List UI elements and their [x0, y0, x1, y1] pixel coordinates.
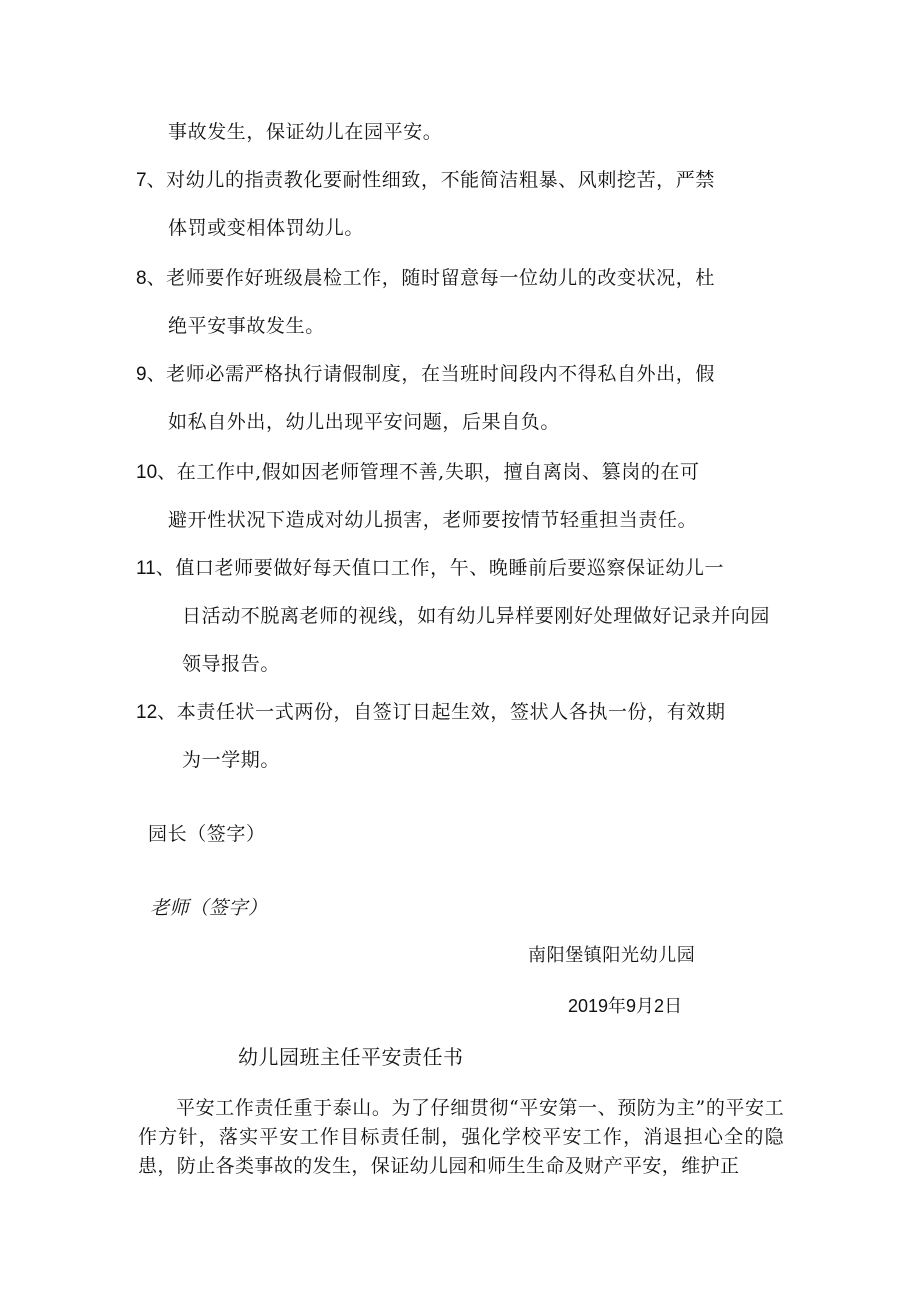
- item-12-continuation: 为一学期。: [182, 749, 281, 771]
- item-8-continuation: 绝平安事故发生。: [168, 315, 325, 337]
- item-11-continuation-1: 日活动不脱离老师的视线，如有幼儿异样要刚好处理做好记录并向园: [182, 605, 771, 627]
- item-12-number: 12: [136, 702, 158, 723]
- second-document-title: 幼儿园班主任平安责任书: [238, 1045, 464, 1069]
- item-7-continuation: 体罚或变相体罚幼儿。: [168, 217, 365, 239]
- item-6-continuation: 事故发生，保证幼儿在园平安。: [168, 121, 443, 143]
- item-9: [136, 362, 715, 387]
- item-8-text: 、老师要作好班级晨检工作，随时留意每一位幼儿的改变状况，杜: [146, 267, 715, 289]
- item-11-continuation-2: 领导报告。: [182, 653, 281, 675]
- item-10-continuation: 避开性状况下造成对幼儿损害，老师要按情节轻重担当责任。: [168, 509, 698, 531]
- document-date: 2019年9月2日: [568, 996, 683, 1016]
- principal-signature-label: 园长（签字）: [148, 823, 266, 845]
- item-11-text: 、值口老师要做好每天值口工作，午、晚睡前后要巡察保证幼儿一: [155, 557, 725, 579]
- item-9-continuation: 如私自外出，幼儿出现平安问题，后果自负。: [168, 411, 561, 433]
- item-12-text: 、本责任状一式两份，自签订日起生效，签状人各执一份，有效期: [157, 701, 726, 723]
- item-9-number: 9: [136, 364, 147, 385]
- item-12: [136, 700, 726, 725]
- item-11-number: 11: [136, 558, 156, 579]
- organization-name: 南阳堡镇阳光幼儿园: [528, 945, 696, 966]
- item-10-text: 、在工作中,假如因老师管理不善,失职，擅自离岗、篡岗的在可: [157, 461, 700, 483]
- item-8-number: 8: [136, 268, 147, 289]
- item-7-text: 、对幼儿的指责教化要耐性细致，不能简洁粗暴、风刺挖苦，严禁: [146, 169, 715, 191]
- item-10-number: 10: [136, 462, 158, 483]
- item-11: [136, 556, 724, 581]
- second-document-intro: 平安工作责任重于泰山。为了仔细贯彻“平安第一、预防为主”的平安工作方针，落实平安工作目标责任制，强化学校平安工作，消退担心全的隐患，防止各类事故的发生，保证幼儿园和师生生命及财产平安，维护正: [138, 1097, 784, 1177]
- item-9-text: 、老师必需严格执行请假制度，在当班时间段内不得私自外出，假: [146, 363, 715, 385]
- item-10: [136, 460, 700, 485]
- item-8: [136, 266, 715, 291]
- item-7-number: 7: [136, 170, 147, 191]
- item-7: [136, 168, 715, 193]
- teacher-signature-label: 老师（签字）: [150, 897, 268, 919]
